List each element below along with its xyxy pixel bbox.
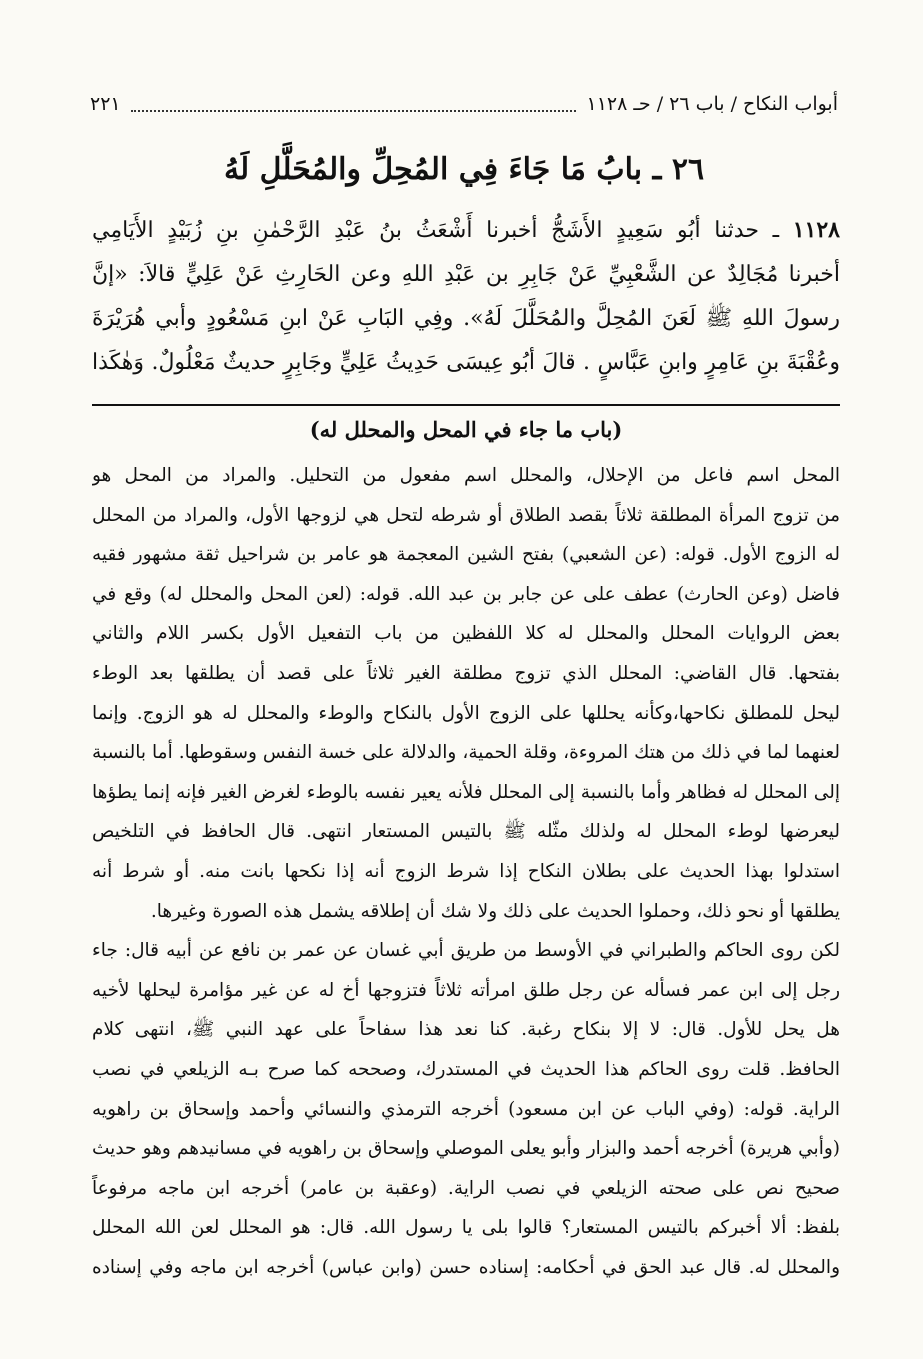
hadith-line: أخبرنا مُجَالِدٌ عن الشَّعْبِيِّ عَنْ جَابِرِ بن عَبْدِ اللهِ وعن الحَارِثِ عَنْ عَلِيٍّ قالاَ: «إنَّ xyxy=(92,262,840,287)
hadith-number: ١١٢٨ xyxy=(792,217,840,243)
commentary-line: بفتحها. قال القاضي: المحلل الذي تزوج مطلقة الغير ثلاثاً على قصد أن يطلقها بعد الوطء xyxy=(92,662,840,684)
commentary-line: رجل إلى ابن عمر فسأله عن رجل طلق امرأته ثلاثاً فتزوجها أخ له عن غير مؤامرة ليحلها لأخيه xyxy=(92,979,840,1001)
commentary-line: فاضل (وعن الحارث) عطف على عن جابر بن عبد الله. قوله: (لعن المحل والمحلل له) وقع في xyxy=(92,583,840,605)
running-title: أبواب النكاح / باب ٢٦ / حـ ١١٢٨ xyxy=(586,93,838,115)
commentary-line: إلى المحلل له فظاهر وأما بالنسبة إلى المحلل فلأنه يعير نفسه بالوطء لغرض الغير فإنه إنما يطؤها xyxy=(92,781,840,803)
commentary-line: بلفظ: ألا أخبركم بالتيس المستعار؟ قالوا بلى يا رسول الله. قال: هو المحلل لعن الله المحلل xyxy=(92,1217,840,1239)
commentary-line: والمحلل له. قال عبد الحق في أحكامه: إسناده حسن (وابن عباس) أخرجه ابن ماجه وفي إسناده xyxy=(92,1256,840,1278)
commentary-line: الحافظ. قلت روى الحاكم هذا الحديث في المستدرك، وصححه كما صرح بـه الزيلعي في نصب xyxy=(92,1058,840,1080)
commentary-line: لعنهما لما في ذلك من هتك المروءة، وقلة الحمية، والدلالة على خسة النفس وسقوطها. أما بالنسبة xyxy=(92,742,840,764)
chapter-title: ٢٦ ـ بابُ مَا جَاءَ فِي المُحِلِّ والمُحَلَّلِ لَهُ xyxy=(223,152,705,187)
page-number: ٢٢١ xyxy=(90,93,121,115)
section-divider xyxy=(92,404,840,406)
commentary-title: (باب ما جاء في المحل والمحلل له) xyxy=(309,417,623,442)
commentary-line: بعض الروايات المحلل والمحلل له كلا اللفظين من باب التفعيل الأول بكسر اللام والثاني xyxy=(92,623,840,645)
commentary-text xyxy=(92,456,840,1287)
commentary-line: هل يحل للأول. قال: لا إلا بنكاح رغبة. كنا نعد هذا سفاحاً على عهد النبي ﷺ، انتهى كلام xyxy=(92,1019,840,1041)
commentary-line: له الزوج الأول. قوله: (عن الشعبي) بفتح الشين المعجمة هو عامر بن شراحيل ثقة مشهور فقيه xyxy=(92,544,840,566)
commentary-line: المحل اسم فاعل من الإحلال، والمحلل اسم مفعول من التحليل. والمراد من المحل هو xyxy=(92,465,840,486)
page-header xyxy=(90,86,838,122)
commentary-line: صحيح نص على صحته الزيلعي في نصب الراية. (وعقبة بن عامر) أخرجه ابن ماجه مرفوعاً xyxy=(92,1177,840,1199)
header-dot-leader xyxy=(131,96,577,112)
hadith-text xyxy=(92,208,840,385)
commentary-line: الراية. قوله: (وفي الباب عن ابن مسعود) أخرجه الترمذي والنسائي وأحمد وإسحاق بن راهويه xyxy=(92,1098,840,1120)
commentary-line: من تزوج المرأة المطلقة ثلاثاً بقصد الطلاق أو شرطه لتحل هي لزوجها الأول، والمراد من المحلل xyxy=(92,504,840,526)
commentary-line: ليحل للمطلق نكاحها،وكأنه يحللها على الزوج الأول بالنكاح والوطء والمحلل له هو الزوج. وإنما xyxy=(92,702,840,724)
commentary-line: ليعرضها لوطء المحلل له ولذلك مثّله ﷺ بالتيس المستعار انتهى. قال الحافظ في التلخيص xyxy=(92,821,840,843)
hadith-line: ١١٢٨ ـ حدثنا أبُو سَعِيدٍ الأَشَجُّ أخبرنا أَشْعَثُ بنُ عَبْدِ الرَّحْمٰنِ بنِ زُبَيْدٍ الأَيَامِي xyxy=(92,217,840,243)
hadith-line: رسولَ اللهِ ﷺ لَعَنَ المُحِلَّ والمُحَلَّلَ لَهُ». وفِي البَابِ عَنْ ابنِ مَسْعُودٍ وأبي هُرَيْرَةَ xyxy=(92,306,840,331)
commentary-line: استدلوا بهذا الحديث على بطلان النكاح إذا شرط الزوج أنه إذا نكحها بانت منه. أو شرط أنه xyxy=(92,860,840,882)
commentary-line: لكن روى الحاكم والطبراني في الأوسط من طريق أبي غسان عن عمر بن نافع عن أبيه قال: جاء xyxy=(92,940,840,962)
commentary-line: (وأبي هريرة) أخرجه أحمد والبزار وأبو يعلى الموصلي وإسحاق بن راهويه في مسانيدهم وهو حديث xyxy=(92,1138,840,1160)
commentary-line: يطلقها أو نحو ذلك، وحملوا الحديث على ذلك ولا شك أن إطلاقه يشمل هذه الصورة وغيرها. xyxy=(150,900,840,922)
hadith-line: وعُقْبَةَ بنِ عَامِرٍ وابنِ عَبَّاسٍ . قالَ أبُو عِيسَى حَدِيثُ عَلِيٍّ وجَابِرٍ حديثٌ مَعْلُولٌ. وَهٰكَذا xyxy=(92,350,840,375)
